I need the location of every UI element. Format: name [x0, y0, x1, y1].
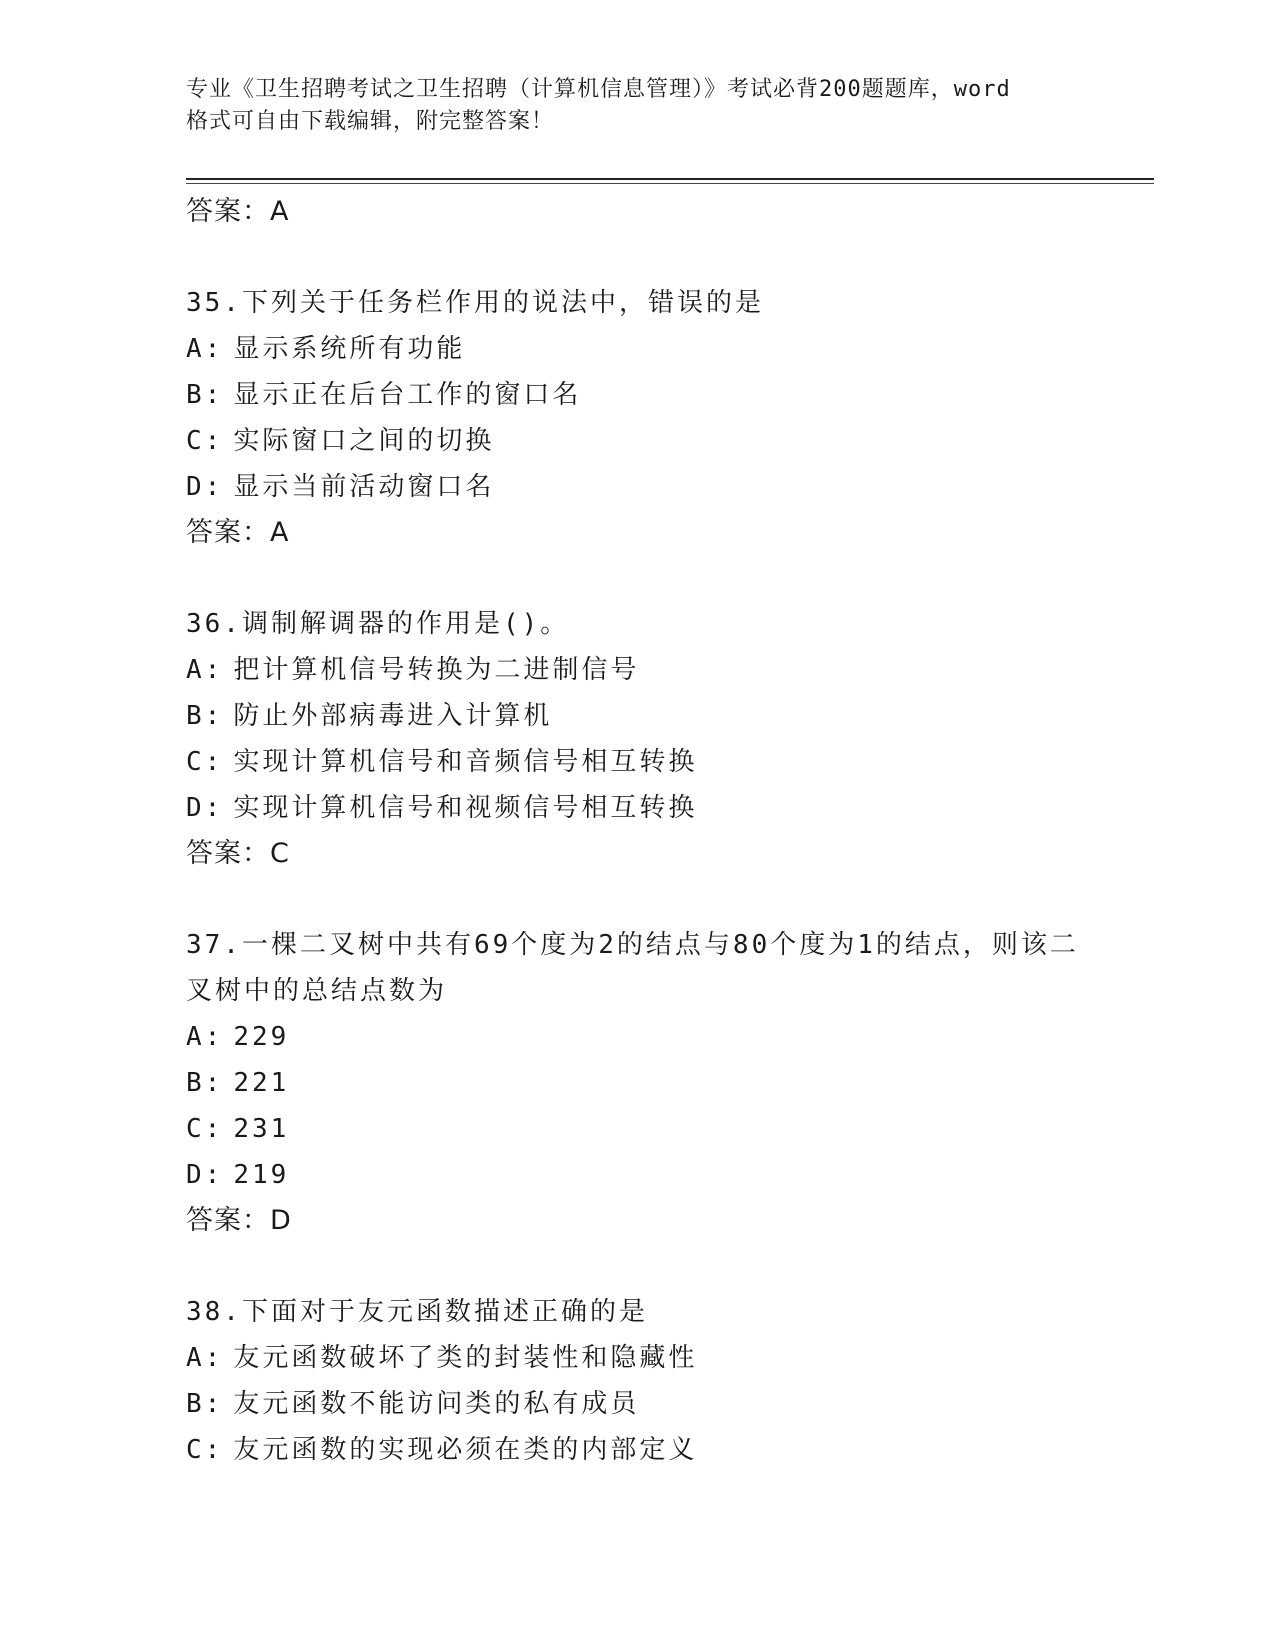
option-text: 把计算机信号转换为二进制信号: [233, 655, 640, 685]
header-title-line-1: 专业《卫生招聘考试之卫生招聘（计算机信息管理）》考试必背200题题库，word: [186, 77, 1011, 102]
answer-option-b: B: 221: [186, 1068, 290, 1098]
document-header: [186, 74, 1086, 138]
question-stem: 37.一棵二叉树中共有69个度为2的结点与80个度为1的结点，则该二叉树中的总结点数为: [186, 930, 1079, 1006]
option-text: 229: [233, 1022, 290, 1052]
option-text: 显示正在后台工作的窗口名: [233, 380, 582, 410]
option-text: 友元函数破坏了类的封装性和隐藏性: [233, 1343, 698, 1373]
header-divider-thin: [186, 183, 1154, 184]
option-key: D: [186, 1160, 205, 1190]
option-key: D: [186, 472, 205, 502]
question-stem: 38.下面对于友元函数描述正确的是: [186, 1297, 648, 1327]
answer-option-d: D: 219: [186, 1160, 290, 1190]
previous-question-answer: 答案：A: [186, 196, 290, 227]
question-block: [186, 1289, 1106, 1473]
answer-option-d: D: 实现计算机信号和视频信号相互转换: [186, 793, 698, 823]
option-key: A: [186, 1343, 205, 1373]
option-text: 231: [233, 1114, 290, 1144]
option-key: B: [186, 1068, 205, 1098]
option-key: B: [186, 1389, 205, 1419]
header-divider-thick: [186, 178, 1154, 180]
option-key: A: [186, 334, 205, 364]
option-text: 防止外部病毒进入计算机: [233, 701, 553, 731]
question-answer: 答案：A: [186, 517, 290, 548]
question-stem: 36.调制解调器的作用是()。: [186, 609, 570, 639]
option-text: 友元函数不能访问类的私有成员: [233, 1389, 640, 1419]
answer-option-c: C: 实现计算机信号和音频信号相互转换: [186, 747, 698, 777]
answer-option-a: A: 显示系统所有功能: [186, 334, 466, 364]
option-key: C: [186, 426, 205, 456]
question-stem: 35.下列关于任务栏作用的说法中，错误的是: [186, 288, 764, 318]
option-key: C: [186, 747, 205, 777]
question-answer: 答案：C: [186, 838, 290, 869]
question-block: [186, 601, 1106, 877]
option-key: D: [186, 793, 205, 823]
option-text: 显示系统所有功能: [233, 334, 466, 364]
option-key: A: [186, 655, 205, 685]
answer-option-a: A: 把计算机信号转换为二进制信号: [186, 655, 640, 685]
answer-option-a: A: 友元函数破坏了类的封装性和隐藏性: [186, 1343, 698, 1373]
header-title-line-2: 格式可自由下载编辑，附完整答案！: [186, 109, 555, 134]
option-text: 显示当前活动窗口名: [233, 472, 495, 502]
question-block: [186, 922, 1106, 1244]
answer-option-d: D: 显示当前活动窗口名: [186, 472, 495, 502]
option-text: 友元函数的实现必须在类的内部定义: [233, 1435, 698, 1465]
option-text: 219: [233, 1160, 290, 1190]
option-text: 221: [233, 1068, 290, 1098]
option-text: 实现计算机信号和音频信号相互转换: [233, 747, 698, 777]
option-key: B: [186, 380, 205, 410]
question-answer: 答案：D: [186, 1205, 292, 1236]
answer-option-b: B: 防止外部病毒进入计算机: [186, 701, 553, 731]
answer-option-c: C: 友元函数的实现必须在类的内部定义: [186, 1435, 698, 1465]
answer-option-b: B: 友元函数不能访问类的私有成员: [186, 1389, 640, 1419]
answer-option-c: C: 实际窗口之间的切换: [186, 426, 495, 456]
answer-option-a: A: 229: [186, 1022, 290, 1052]
option-text: 实现计算机信号和视频信号相互转换: [233, 793, 698, 823]
answer-option-b: B: 显示正在后台工作的窗口名: [186, 380, 582, 410]
option-key: A: [186, 1022, 205, 1052]
option-key: B: [186, 701, 205, 731]
option-key: C: [186, 1435, 205, 1465]
question-list: [186, 189, 1106, 1473]
answer-option-c: C: 231: [186, 1114, 290, 1144]
option-text: 实际窗口之间的切换: [233, 426, 495, 456]
question-block: [186, 280, 1106, 556]
option-key: C: [186, 1114, 205, 1144]
